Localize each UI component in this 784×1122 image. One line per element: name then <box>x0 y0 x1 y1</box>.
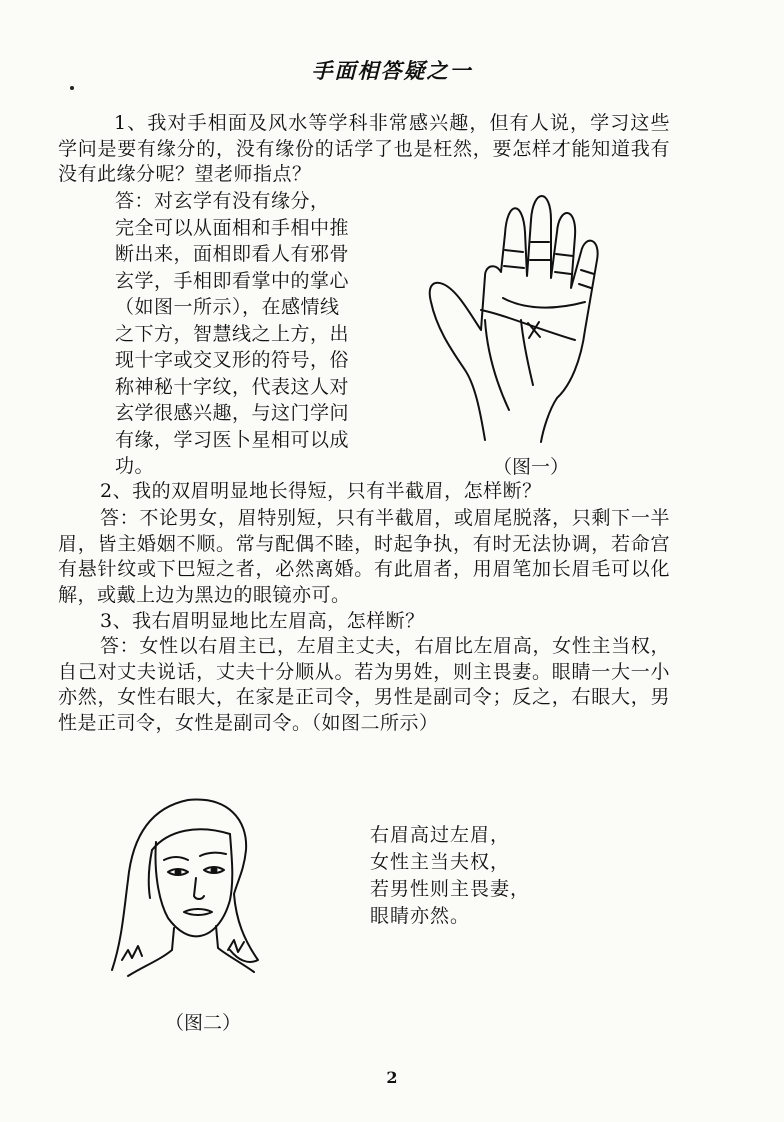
figure-2-annotation <box>370 822 530 930</box>
page-title: 手面相答疑之一 <box>311 59 473 83</box>
annotation-line: 眼睛亦然。 <box>370 905 471 927</box>
answer-1-line: 功。 <box>115 455 155 477</box>
question-3-text: 3、我右眉明显地比左眉高，怎样断？ <box>100 610 425 632</box>
annotation-line: 若男性则主畏妻， <box>370 878 531 900</box>
answer-1-line: 之下方，智慧线之上方，出 <box>115 322 350 345</box>
answer-3 <box>58 634 670 736</box>
answer-1 <box>115 188 380 480</box>
answer-2-text: 答：不论男女，眉特别短，只有半截眉，或眉尾脱落，只剩下一半眉，皆主婚姻不顺。常与配偶不睦，时起争执，有时无法协调，若命宫有悬针纹或下巴短之者，必然离婚。有此眉者，用眉笔加长眉毛可以化解，或戴上边为黑边的眼镜亦可。 <box>58 507 670 606</box>
answer-1-line: 断出来，面相即看人有邪骨 <box>115 243 350 265</box>
question-1-text: 1、我对手相面及风水等学科非常感兴趣，但有人说，学习这些学问是要有缘分的，没有缘份的话学了也是枉然，要怎样才能知道我有没有此缘分呢？望老师指点？ <box>58 112 670 185</box>
question-2-text: 2、我的双眉明显地长得短，只有半截眉，怎样断？ <box>100 480 542 502</box>
question-1 <box>58 111 670 188</box>
answer-1-line: 现十字或交叉形的符号，俗 <box>115 349 350 371</box>
answer-1-line: 玄学，手相即看掌中的掌心 <box>115 269 350 292</box>
question-2 <box>58 479 670 505</box>
annotation-line: 右眉高过左眉， <box>370 824 511 846</box>
answer-1-line: 完全可以从面相和手相中推 <box>115 216 350 239</box>
palm-illustration <box>425 180 615 450</box>
figure-2-caption: （图二） <box>165 1012 242 1034</box>
page-number: 2 <box>386 1068 398 1087</box>
answer-1-line: 玄学很感兴趣，与这门学问 <box>115 402 350 424</box>
answer-2 <box>58 506 670 608</box>
face-illustration <box>108 790 278 980</box>
speck-mark <box>70 86 74 90</box>
answer-3-text: 答：女性以右眉主已，左眉主丈夫，右眉比左眉高，女性主当权，自己对丈夫说话，丈夫十分顺从。若为男姓，则主畏妻。眼睛一大一小亦然，女性右眼大，在家是正司令，男性是副司令；反之，右眼大，男性是正司令，女性是副司令。（如图二所示） <box>58 635 670 734</box>
answer-1-line: 称神秘十字纹，代表这人对 <box>115 375 350 398</box>
answer-1-line: 答：对玄学有没有缘分， <box>115 190 330 212</box>
answer-1-line: 有缘，学习医卜星相可以成 <box>115 428 350 451</box>
question-3 <box>58 609 670 635</box>
figure-1-caption: （图一） <box>493 456 570 478</box>
answer-1-line: （如图一所示），在感情线 <box>115 296 340 318</box>
annotation-line: 女性主当夫权， <box>370 851 511 873</box>
